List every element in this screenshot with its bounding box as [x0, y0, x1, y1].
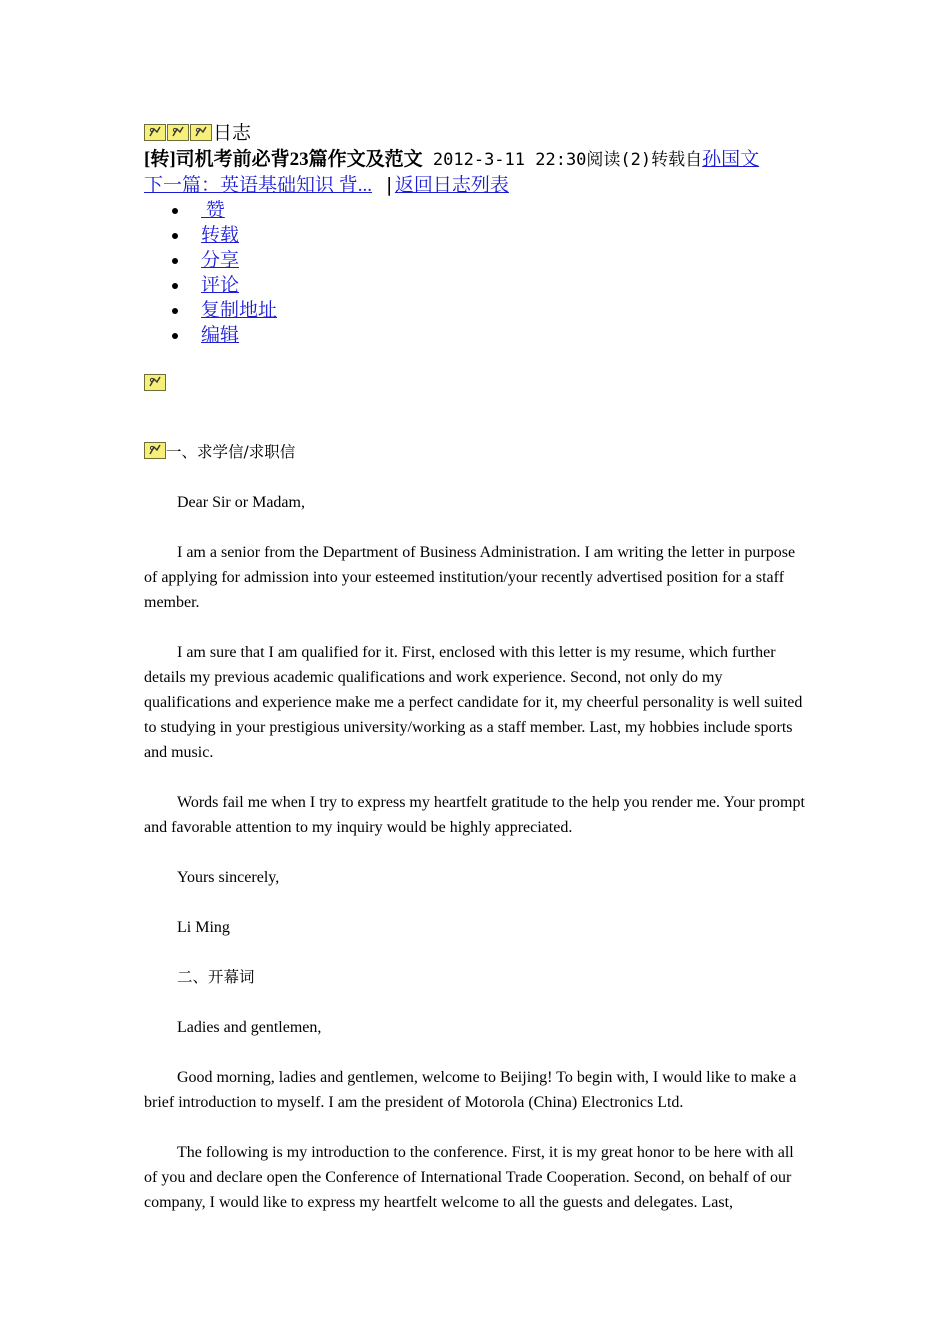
paragraph: I am sure that I am qualified for it. First, enclosed with this letter is my resume, which further details my previous academic qualifications and work experience. Second, not only do my qualifications and experience make me a perfect candidate for it, my cheerful personality is well suited to studying in your prestigious university/working as a staff member. Last, my hobbies include sports and music. — [144, 644, 803, 761]
broken-image-icon — [167, 124, 189, 141]
action-item-edit — [144, 323, 808, 348]
broken-image-icons — [144, 120, 213, 147]
post-meta: 2012-3-11 22:30阅读(2)转载自 — [422, 150, 703, 170]
next-post-link[interactable]: 下一篇：英语基础知识 背... — [144, 175, 373, 196]
section-heading — [144, 440, 808, 465]
broken-image-icon — [144, 124, 166, 141]
paragraph: Words fail me when I try to express my heartfelt gratitude to the help you render me. Your prompt and favorable attention to my inquiry would be highly appreciated. — [144, 794, 805, 836]
comment-link[interactable]: 评论 — [201, 275, 240, 296]
copy-url-link[interactable]: 复制地址 — [201, 300, 278, 321]
action-item-share — [144, 248, 808, 273]
edit-link[interactable]: 编辑 — [201, 325, 240, 346]
action-item-repost — [144, 223, 808, 248]
action-list — [144, 198, 808, 348]
broken-image-icon — [144, 442, 166, 459]
action-item-copy-url — [144, 298, 808, 323]
post-nav — [144, 173, 808, 198]
action-item-comment — [144, 273, 808, 298]
paragraph: Good morning, ladies and gentlemen, welcome to Beijing! To begin with, I would like to make a brief introduction to myself. I am the president of Motorola (China) Electronics Ltd. — [144, 1069, 797, 1111]
post-body — [144, 440, 808, 1240]
share-link[interactable]: 分享 — [201, 250, 240, 271]
salutation: Dear Sir or Madam, — [177, 494, 305, 511]
broken-image-icon — [144, 374, 166, 391]
post-title: [转]司机考前必背23篇作文及范文 — [144, 149, 423, 170]
author-link[interactable]: 孙国文 — [702, 149, 760, 170]
salutation: Ladies and gentlemen, — [177, 1019, 322, 1036]
blog-section-title: 日志 — [213, 123, 252, 144]
nav-separator: | — [372, 174, 395, 196]
paragraph: I am a senior from the Department of Business Administration. I am writing the letter in purpose of applying for admission into your esteemed institution/your recently advertised position for a staff member. — [144, 544, 796, 611]
blog-heading — [144, 120, 808, 147]
like-link[interactable]: 赞 — [201, 200, 225, 221]
post-title-line — [144, 147, 808, 173]
signature: Li Ming — [177, 919, 230, 936]
image-placeholder — [144, 374, 808, 392]
section-heading: 二、开幕词 — [177, 968, 255, 986]
broken-image-icon — [190, 124, 212, 141]
closing: Yours sincerely, — [177, 869, 280, 886]
section-title: 一、求学信/求职信 — [166, 443, 296, 461]
repost-link[interactable]: 转载 — [201, 225, 240, 246]
paragraph: The following is my introduction to the conference. First, it is my great honor to be here with all of you and declare open the Conference of International Trade Cooperation. Second, on behalf of our company, I would like to express my heartfelt welcome to all the guests and delegates. Last, — [144, 1144, 794, 1211]
action-item-like — [144, 198, 808, 223]
back-to-list-link[interactable]: 返回日志列表 — [394, 175, 509, 196]
post-header — [144, 120, 808, 392]
